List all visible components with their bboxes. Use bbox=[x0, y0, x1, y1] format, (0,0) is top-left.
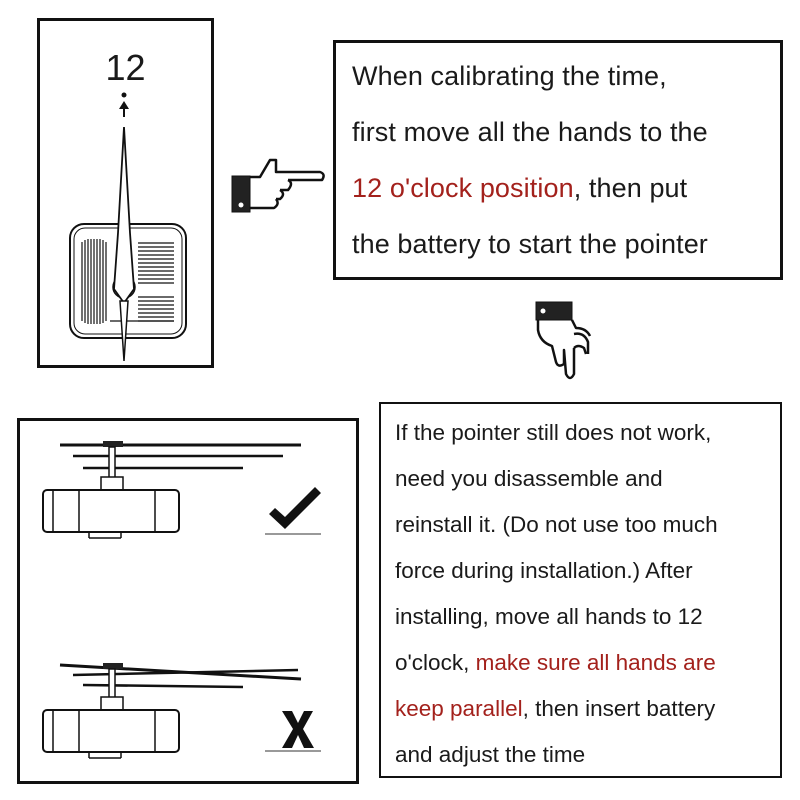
instruction-2-line-5: installing, move all hands to 12 bbox=[395, 604, 703, 629]
instruction-2-line-6: o'clock, make sure all hands are bbox=[395, 650, 716, 675]
cross-icon bbox=[265, 711, 321, 751]
instruction-1-line-3: 12 o'clock position, then put bbox=[352, 173, 688, 203]
clock-movement-diagram bbox=[40, 21, 217, 371]
twelve-oclock-highlight: 12 o'clock position bbox=[352, 173, 574, 203]
non-parallel-hands-incorrect bbox=[43, 663, 301, 758]
instruction-2-line-7: keep parallel, then insert battery bbox=[395, 696, 716, 721]
reinstall-instruction-box bbox=[379, 402, 782, 778]
instruction-2-line-1: If the pointer still does not work, bbox=[395, 420, 712, 445]
instruction-2-line-3: reinstall it. (Do not use too much bbox=[395, 512, 718, 537]
instruction-1-line-2: first move all the hands to the bbox=[352, 117, 708, 147]
calibration-instruction-box bbox=[333, 40, 783, 280]
twelve-label: 12 bbox=[105, 47, 146, 88]
clock-diagram-box bbox=[37, 18, 214, 368]
instruction-2-line-2: need you disassemble and bbox=[395, 466, 663, 491]
instruction-2-line-4: force during installation.) After bbox=[395, 558, 693, 583]
instruction-2-line-8: and adjust the time bbox=[395, 742, 586, 767]
checkmark-icon bbox=[265, 487, 321, 534]
instruction-1-line-4: the battery to start the pointer bbox=[352, 229, 708, 259]
parallel-highlight-2: keep parallel bbox=[395, 696, 523, 721]
pointing-hand-right-icon bbox=[232, 160, 324, 212]
parallel-hands-correct bbox=[43, 441, 301, 538]
parallel-highlight-1: make sure all hands are bbox=[475, 650, 716, 675]
pointing-hand-down-icon bbox=[536, 302, 590, 378]
instruction-1-line-1: When calibrating the time, bbox=[352, 61, 667, 91]
parallel-hands-comparison-box bbox=[17, 418, 359, 784]
hands-comparison-diagram bbox=[20, 421, 362, 787]
